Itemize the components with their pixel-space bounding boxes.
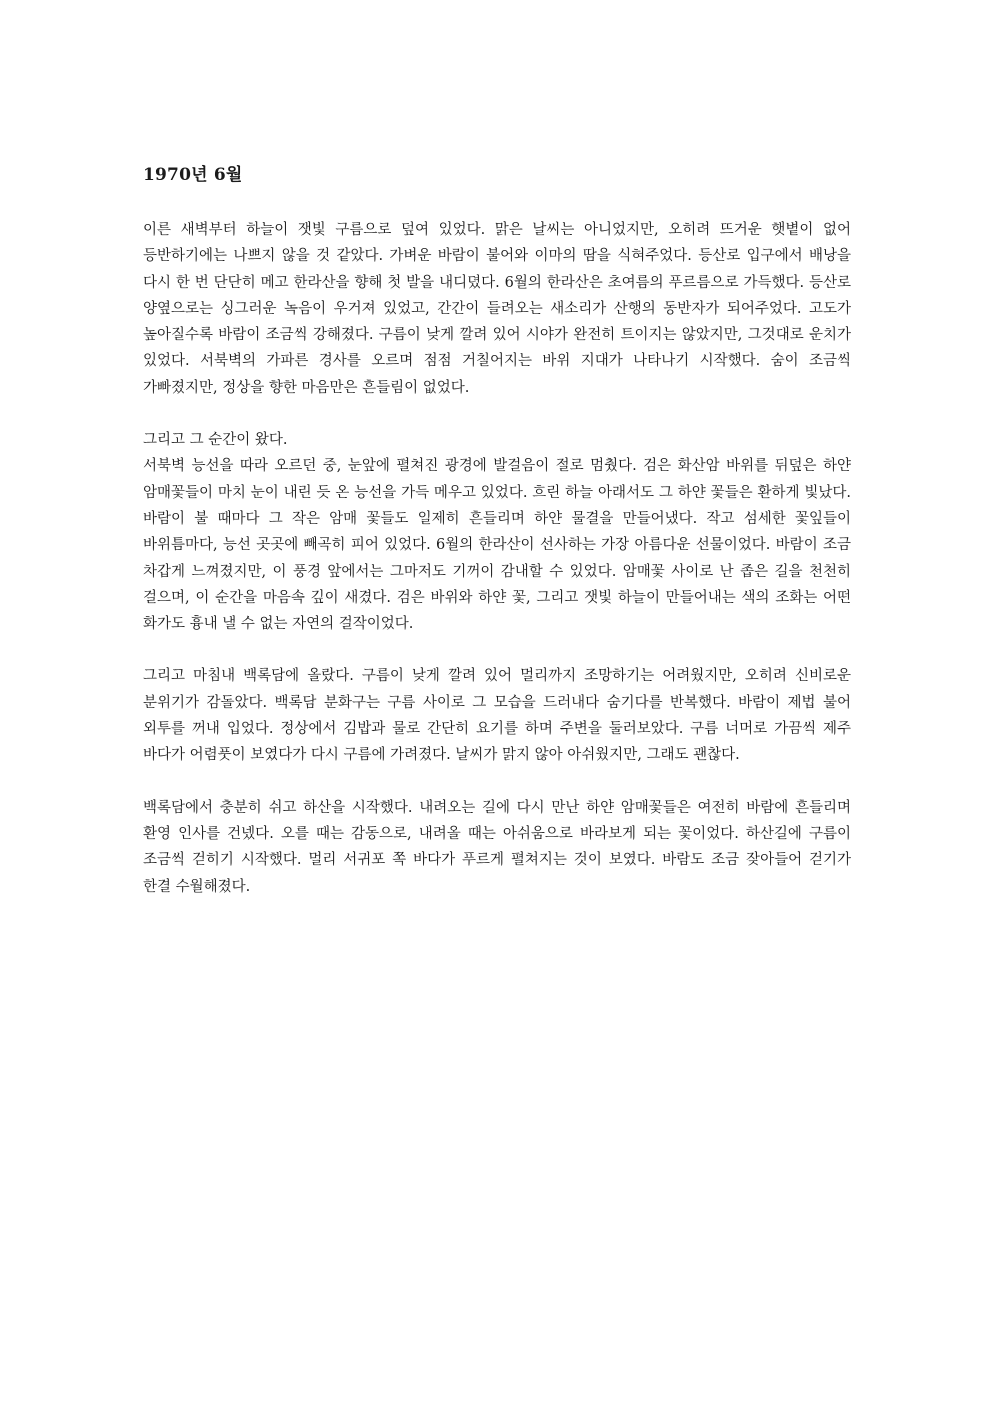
paragraph-1: 이른 새벽부터 하늘이 잿빛 구름으로 덮여 있었다. 맑은 날씨는 아니었지만, 오히려 뜨거운 햇볕이 없어 등반하기에는 나쁘지 않을 것 같았다. 가벼운 바람이 불어와 이마의 땀을 식혀주었다. 등산로 입구에서 배낭을 다시 한 번 단단히 메고 한라산을 향해 첫 발을 내디뎠다. 6월의 한라산은 초여름의 푸르름으로 가득했다. 등산로 양옆으로는 싱그러운 녹음이 우거져 있었고, 간간이 들려오는 새소리가 산행의 동반자가 되어주었다. 고도가 높아질수록 바람이 조금씩 강해졌다. 구름이 낮게 깔려 있어 시야가 완전히 트이지는 않았지만, 그것대로 운치가 있었다. 서북벽의 가파른 경사를 오르며 점점 거칠어지는 바위 지대가 나타나기 시작했다. 숨이 조금씩 가빠졌지만, 정상을 향한 마음만은 흔들림이 없었다. [143, 222, 851, 396]
paragraph-2: 그리고 그 순간이 왔다. [143, 432, 288, 449]
document-title: 1970년 6월 [143, 165, 243, 185]
paragraph-4: 그리고 마침내 백록담에 올랐다. 구름이 낮게 깔려 있어 멀리까지 조망하기는 어려웠지만, 오히려 신비로운 분위기가 감돌았다. 백록담 분화구는 구름 사이로 그 모습을 드러내다 숨기다를 반복했다. 바람이 제법 불어 외투를 꺼내 입었다. 정상에서 김밥과 물로 간단히 요기를 하며 주변을 둘러보았다. 구름 너머로 가끔씩 제주 바다가 어렴풋이 보였다가 다시 구름에 가려졌다. 날씨가 맑지 않아 아쉬웠지만, 그래도 괜찮다. [143, 668, 851, 764]
document-page [143, 163, 851, 926]
paragraph-3: 서북벽 능선을 따라 오르던 중, 눈앞에 펼쳐진 광경에 발걸음이 절로 멈췄다. 검은 화산암 바위를 뒤덮은 하얀 암매꽃들이 마치 눈이 내린 듯 온 능선을 가득 메우고 있었다. 흐린 하늘 아래서도 그 하얀 꽃들은 환하게 빛났다. 바람이 불 때마다 그 작은 암매 꽃들도 일제히 흔들리며 하얀 물결을 만들어냈다. 작고 섬세한 꽃잎들이 바위틈마다, 능선 곳곳에 빼곡히 피어 있었다. 6월의 한라산이 선사하는 가장 아름다운 선물이었다. 바람이 조금 차갑게 느껴졌지만, 이 풍경 앞에서는 그마저도 기꺼이 감내할 수 있었다. 암매꽃 사이로 난 좁은 길을 천천히 걸으며, 이 순간을 마음속 깊이 새겼다. 검은 바위와 하얀 꽃, 그리고 잿빛 하늘이 만들어내는 색의 조화는 어떤 화가도 흉내 낼 수 없는 자연의 걸작이었다. [143, 458, 851, 633]
paragraph-group-2 [143, 427, 851, 637]
paragraph-5: 백록담에서 충분히 쉬고 하산을 시작했다. 내려오는 길에 다시 만난 하얀 암매꽃들은 여전히 바람에 흔들리며 환영 인사를 건넸다. 오를 때는 감동으로, 내려올 때는 아쉬움으로 바라보게 되는 꽃이었다. 하산길에 구름이 조금씩 걷히기 시작했다. 멀리 서귀포 쪽 바다가 푸르게 펼쳐지는 것이 보였다. 바람도 조금 잦아들어 걷기가 한결 수월해졌다. [143, 799, 851, 895]
